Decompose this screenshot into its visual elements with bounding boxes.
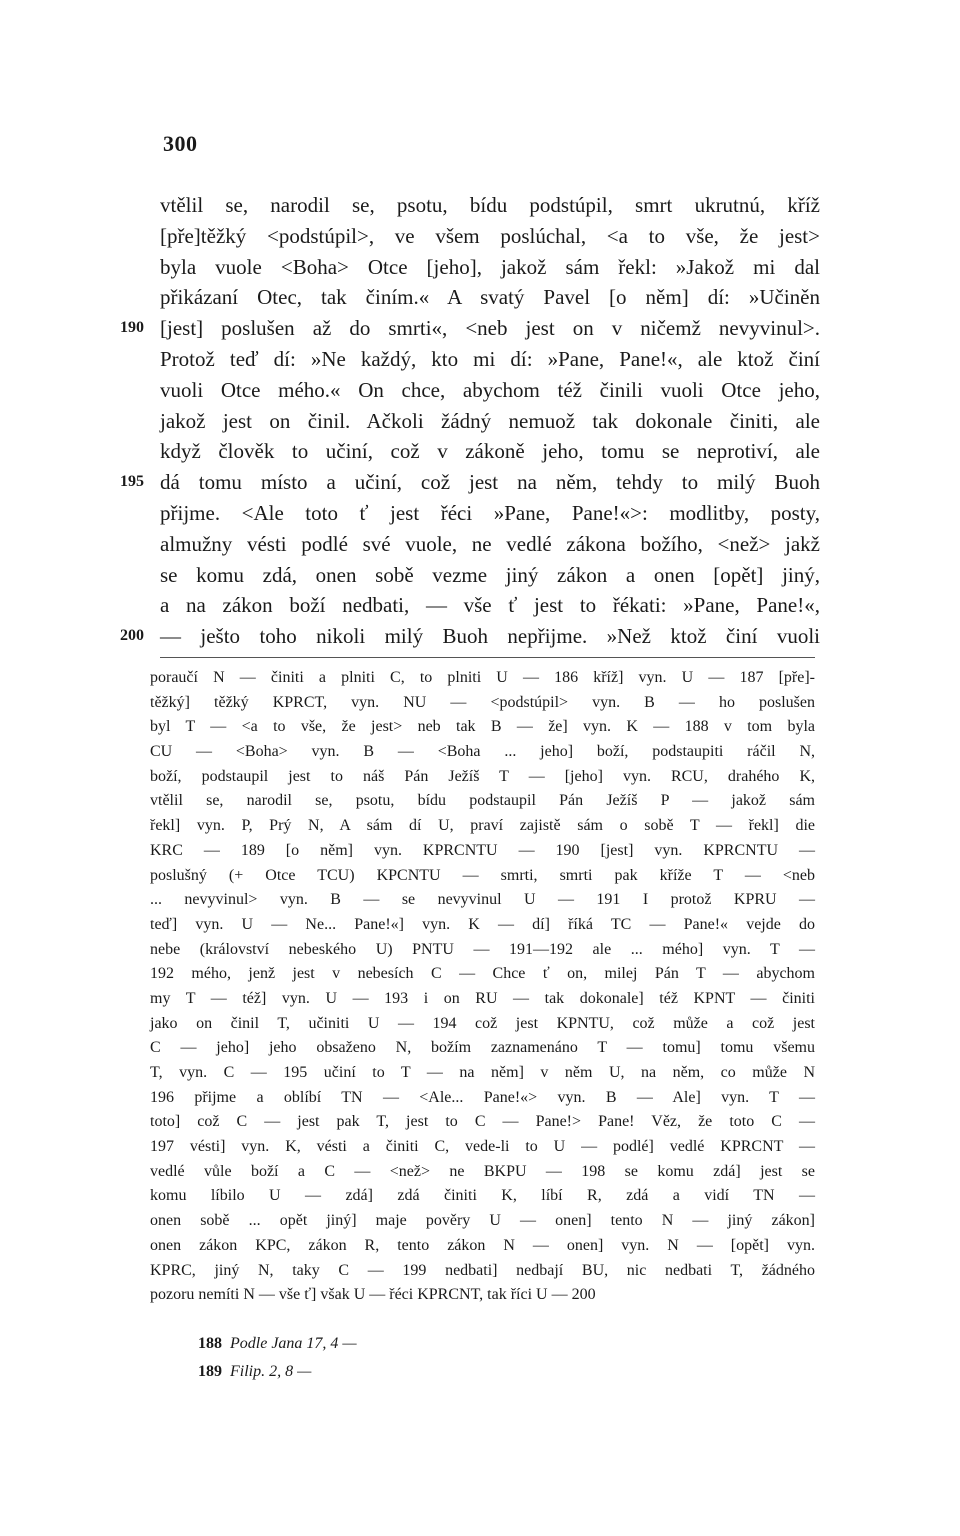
apparatus-line: C — jeho] jeho obsaženo N, božím zaznamenáno T — tomu] tomu všemu [150,1039,815,1057]
apparatus-line: 197 vésti] vyn. K, vésti a činiti C, vede-li to U — podlé] vedlé KPRCNT — [150,1138,815,1156]
line-text: se komu zdá, onen sobě vezme jiný zákon a onen [opět] jiný, [160,562,820,587]
reference-line [198,1330,498,1358]
line-number: 190 [120,319,144,337]
apparatus-line: toto] což C — jest pak T, jest to C — Pane!> Pane! Věz, že toto C — [150,1113,815,1131]
text-line [120,590,820,621]
line-text: a na zákon boží nedbati, — vše ť jest to řékati: »Pane, Pane!«, [160,593,820,618]
line-text: dá tomu místo a učiní, což jest na něm, tehdy to milý Buoh [160,470,820,495]
text-line [120,498,820,529]
line-number: 200 [120,627,144,645]
apparatus-line: T, vyn. C — 195 učiní to T — na něm] v něm U, na něm, co může N [150,1064,815,1081]
apparatus-line: KRC — 189 [o něm] vyn. KPRCNTU — 190 [jest] vyn. KPRCNTU — [150,841,815,859]
line-text: byla vuole <Boha> Otce [jeho], jakož sám řekl: »Jakož mi dal [160,254,820,279]
text-line [120,375,820,406]
apparatus-line: řekl] vyn. P, Prý N, A sám dí U, praví zajistě sám o sobě T — řekl] die [150,817,815,835]
text-line [120,436,820,467]
text-line [120,282,820,313]
text-line [120,560,820,591]
apparatus-line: poslušný (+ Otce TCU) KPCNTU — smrti, smrti pak kříže T — <neb [150,866,815,884]
text-line [120,467,820,498]
text-line [120,221,820,252]
line-text: [jest] poslušen až do smrti«, <neb jest on v ničemž nevyvinul>. [160,316,820,341]
line-text: vtělil se, narodil se, psotu, bídu podstúpil, smrt ukrutnú, kříž [160,193,820,217]
biblical-references [198,1330,498,1386]
line-number: 195 [120,473,144,491]
apparatus-line: těžký] těžký KPRCT, vyn. NU — <podstúpil> vyn. B — ho poslušen [150,693,815,711]
text-line [120,529,820,560]
apparatus-line: boží, podstaupil jest to náš Pán Ježíš T — [jeho] vyn. RCU, drahého K, [150,767,815,785]
line-text: [pře]těžký <podstúpil>, ve všem poslúchal, <a to vše, že jest> [160,223,820,248]
apparatus-line: KPRC, jiný N, taky C — 199 nedbati] nedbají BU, nic nedbati T, žádného [150,1261,815,1279]
reference-source: Podle Jana 17, 4 — [230,1335,357,1352]
line-text: Protož teď dí: »Ne každý, kto mi dí: »Pane, Pane!«, ale ktož činí [160,346,820,371]
apparatus-line: ... nevyvinul> vyn. B — se nevyvinul U — 191 I protož KPRU — [150,891,815,909]
line-text: almužny vésti podlé své vuole, ne vedlé zákona božího, <než> jakž [160,531,820,556]
apparatus-line: pozoru nemíti N — vše ť] však U — řéci KPRCNT, tak říci U — 200 [150,1286,596,1304]
text-line [120,344,820,375]
apparatus-line: jako on činil T, učiniti U — 194 což jest KPNTU, což může a což jest [150,1014,815,1032]
apparatus-line: vtělil se, narodil se, psotu, bídu podstaupil Pán Ježíš P — jakož sám [150,792,815,810]
apparatus-line: onen sobě ... opět jiný] maje pověry U — onen] tento N — jiný zákon] [150,1212,815,1230]
line-text: přikázaní Otec, tak činím.« A svatý Pavel [o něm] dí: »Učiněn [160,285,820,310]
reference-source: Filip. 2, 8 — [230,1363,312,1380]
text-line [120,621,820,652]
reference-number: 188 [198,1335,222,1352]
line-text: jakož jest on činil. Ačkoli žádný nemuož tak dokonale činiti, ale [160,408,820,433]
line-text: vuoli Otce mého.« On chce, abychom též činili vuoli Otce jeho, [160,377,820,402]
apparatus-line: 196 přijme a oblíbí TN — <Ale... Pane!«> vyn. B — Ale] vyn. T — [150,1088,815,1106]
text-line [120,406,820,437]
page-number: 300 [163,131,198,156]
main-text [120,190,820,652]
apparatus-line: vedlé vůle boží a C — <než> ne BKPU — 198 se komu zdá] jest se [150,1162,815,1180]
text-line [120,313,820,344]
critical-apparatus [150,666,815,1308]
apparatus-line: byl T — <a to vše, že jest> neb tak B — že] vyn. K — 188 v tom byla [150,718,815,736]
reference-number: 189 [198,1363,222,1380]
apparatus-line: my T — též] vyn. U — 193 i on RU — tak dokonale] též KPNT — činiti [150,989,815,1007]
text-line [120,252,820,283]
apparatus-line: poraučí N — činiti a plniti C, to plniti U — 186 kříž] vyn. U — 187 [pře]- [150,669,815,686]
apparatus-line: 192 mého, jenž jest v nebesích C — Chce ť on, milej Pán T — abychom [150,965,815,983]
text-line [120,190,820,221]
reference-line [198,1358,498,1386]
line-text: když člověk to učiní, což v zákoně jeho, tomu se neprotiví, ale [160,439,820,464]
line-text: — ješto toho nikoli milý Buoh nepřijme. »Než ktož činí vuoli [160,624,820,649]
apparatus-line: CU — <Boha> vyn. B — <Boha ... jeho] boží, podstaupiti ráčil N, [150,743,815,761]
apparatus-divider [160,657,815,658]
apparatus-line: onen zákon KPC, zákon R, tento zákon N — onen] vyn. N — [opět] vyn. [150,1236,815,1254]
apparatus-line: nebe (království nebeského U) PNTU — 191—192 ale ... mého] vyn. T — [150,940,815,958]
line-text: přijme. <Ale toto ť jest řéci »Pane, Pane!«>: modlitby, posty, [160,500,820,525]
apparatus-line: komu líbilo U — zdá] zdá činiti K, líbí R, zdá a vidí TN — [150,1187,815,1205]
apparatus-line: teď] vyn. U — Ne... Pane!«] vyn. K — dí] říká TC — Pane!« vejde do [150,915,815,933]
